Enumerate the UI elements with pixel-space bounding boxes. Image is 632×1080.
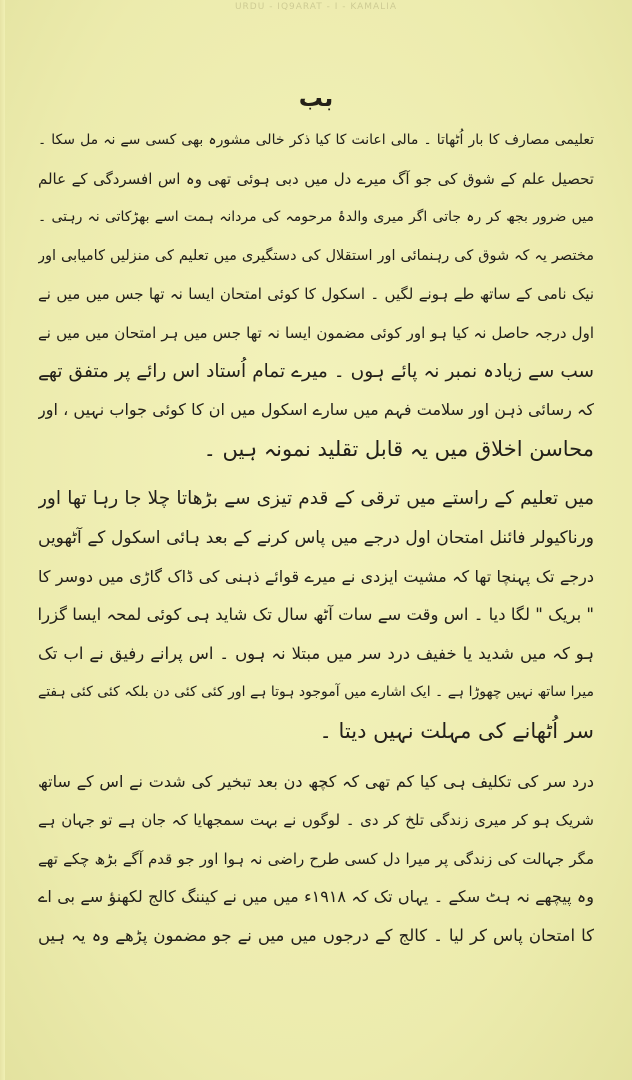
text-line: درد سر کی تکلیف ہی کیا کم تھی کہ کچھ دن بعد تبخیر کی شدت نے اس کے ساتھ: [38, 771, 594, 791]
text-line: مختصر یہ کہ شوق کی رہنمائی اور استقلال کی دستگیری میں تعلیم کی منزلیں کامیابی اور: [38, 247, 594, 264]
text-line: درجے تک پہنچا تھا کہ مشیت ایزدی نے میرے قوائے ذہنی کی ڈاک گاڑی میں دوسر کا: [38, 566, 594, 586]
running-header: URDU - IQ9ARAT - I - KAMALIA: [234, 2, 398, 12]
text-line: سر اُٹھانے کی مہلت نہیں دیتا ۔: [319, 718, 594, 743]
text-line: میرا ساتھ نہیں چھوڑا ہے ۔ ایک اشارے میں آموجود ہوتا ہے اور کئی کئی دن بلکہ کئی کئی ہفتے: [38, 684, 594, 701]
text-line: کا امتحان پاس کر لیا ۔ کالج کے درجوں میں میں نے جو مضمون پڑھے وہ یہ ہیں: [38, 925, 594, 945]
page-number: بب: [298, 84, 334, 112]
text-line: ورناکیولر فائنل امتحان اول درجے میں پاس کرنے کے بعد ہائی اسکول کے آٹھویں: [38, 527, 594, 548]
text-line: ہو کہ میں شدید یا خفیف درد سر میں مبتلا نہ ہوں ۔ اس پرانے رفیق نے اب تک: [38, 643, 594, 663]
text-line: نیک نامی کے ساتھ طے ہونے لگیں ۔ اسکول کا کوئی امتحان ایسا نہ تھا جس میں میں نے: [38, 285, 594, 304]
page-binding-edge: [0, 0, 5, 1080]
text-line: اول درجہ حاصل نہ کیا ہو اور کوئی مضمون ایسا نہ تھا جس میں ہر امتحان میں میں نے: [38, 323, 594, 342]
paragraph-gap: [38, 751, 594, 763]
text-line: وہ پیچھے نہ ہٹ سکے ۔ یہاں تک کہ ۱۹۱۸ء میں میں نے کیننگ کالج لکھنؤ سے بی اے: [38, 887, 594, 907]
text-line: تعلیمی مصارف کا بار اُٹھاتا ۔ مالی اعانت کا کیا ذکر خالی مشورہ بھی کسی سے نہ مل سکا ۔: [38, 132, 594, 148]
text-line: تحصیل علم کے شوق کی جو آگ میرے دل میں دبی ہوئی تھی وہ اس افسردگی کے عالم: [38, 169, 594, 188]
paragraph-gap: [38, 468, 594, 480]
text-line: محاسن اخلاق میں یہ قابل تقلید نمونہ ہیں ۔: [203, 436, 594, 461]
body-text: [38, 121, 594, 955]
text-line: میں تعلیم کے راستے میں ترقی کے قدم تیزی سے بڑھاتا چلا جا رہا تھا اور: [38, 488, 594, 510]
text-line: سب سے زیادہ نمبر نہ پائے ہوں ۔ میرے تمام اُستاد اس رائے پر متفق تھے: [38, 360, 594, 382]
text-line: شریک ہو کر میری زندگی تلخ کر دی ۔ لوگوں نے بہت سمجھایا کہ جان ہے تو جہان ہے: [38, 811, 594, 830]
text-line: میں ضرور بجھ کر رہ جاتی اگر میری والدۂ مرحومہ کی مردانہ ہمت اسے بھڑکاتی نہ رہتی ۔: [38, 209, 594, 226]
text-line: مگر جہالت کی زندگی پر میرا دل کسی طرح راضی نہ ہوا اور جو قدم آگے بڑھ چکے تھے: [38, 849, 594, 868]
text-line: " بریک " لگا دیا ۔ اس وقت سے سات آٹھ سال تک شاید ہی کوئی لمحہ ایسا گزرا: [38, 605, 594, 625]
text-line: کہ رسائی ذہن اور سلامت فہم میں سارے اسکول میں ان کا کوئی جواب نہیں ، اور: [38, 400, 594, 420]
